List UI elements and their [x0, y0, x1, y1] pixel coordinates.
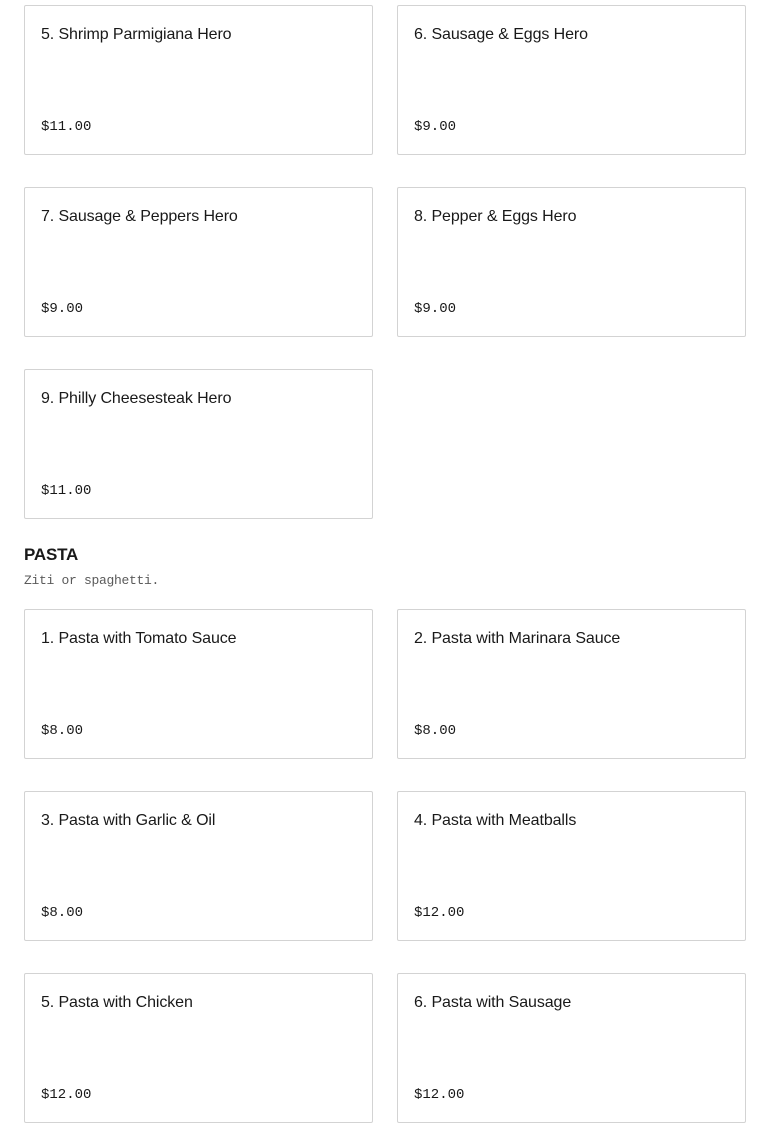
menu-item-price: $9.00 — [41, 301, 84, 317]
menu-item-price: $12.00 — [41, 1087, 92, 1103]
menu-item-card[interactable] — [24, 609, 373, 759]
menu-item-name: 6. Sausage & Eggs Hero — [414, 26, 588, 43]
menu-item-card[interactable] — [397, 791, 746, 941]
menu-item-name: 5. Pasta with Chicken — [41, 994, 193, 1011]
menu-item-name: 4. Pasta with Meatballs — [414, 812, 577, 829]
menu-item-price: $8.00 — [414, 723, 457, 739]
menu-item-card[interactable] — [24, 187, 373, 337]
menu-item-price: $8.00 — [41, 723, 84, 739]
menu-item-price: $8.00 — [41, 905, 84, 921]
menu-item-card[interactable] — [397, 609, 746, 759]
menu-item-name: 3. Pasta with Garlic & Oil — [41, 812, 216, 829]
menu-item-name: 7. Sausage & Peppers Hero — [41, 208, 238, 225]
menu-item-price: $12.00 — [414, 905, 465, 921]
menu-item-name: 1. Pasta with Tomato Sauce — [41, 630, 237, 647]
menu-item-card[interactable] — [24, 973, 373, 1123]
menu-item-card[interactable] — [24, 5, 373, 155]
heroes-item-grid — [24, 5, 746, 519]
menu-item-name: 9. Philly Cheesesteak Hero — [41, 390, 232, 407]
menu-item-card[interactable] — [24, 369, 373, 519]
menu-item-card[interactable] — [397, 5, 746, 155]
section-description-pasta: Ziti or spaghetti. — [24, 573, 160, 588]
menu-item-price: $11.00 — [41, 483, 92, 499]
menu-item-name: 8. Pepper & Eggs Hero — [414, 208, 577, 225]
menu-item-name: 5. Shrimp Parmigiana Hero — [41, 26, 232, 43]
menu-item-name: 2. Pasta with Marinara Sauce — [414, 630, 621, 647]
menu-item-price: $9.00 — [414, 301, 457, 317]
menu-item-price: $12.00 — [414, 1087, 465, 1103]
pasta-item-grid — [24, 609, 746, 1123]
menu-item-name: 6. Pasta with Sausage — [414, 994, 572, 1011]
section-title-pasta: PASTA — [24, 545, 79, 564]
menu-item-price: $9.00 — [414, 119, 457, 135]
menu-item-card[interactable] — [397, 973, 746, 1123]
menu-item-card[interactable] — [24, 791, 373, 941]
menu-item-card[interactable] — [397, 187, 746, 337]
menu-item-price: $11.00 — [41, 119, 92, 135]
